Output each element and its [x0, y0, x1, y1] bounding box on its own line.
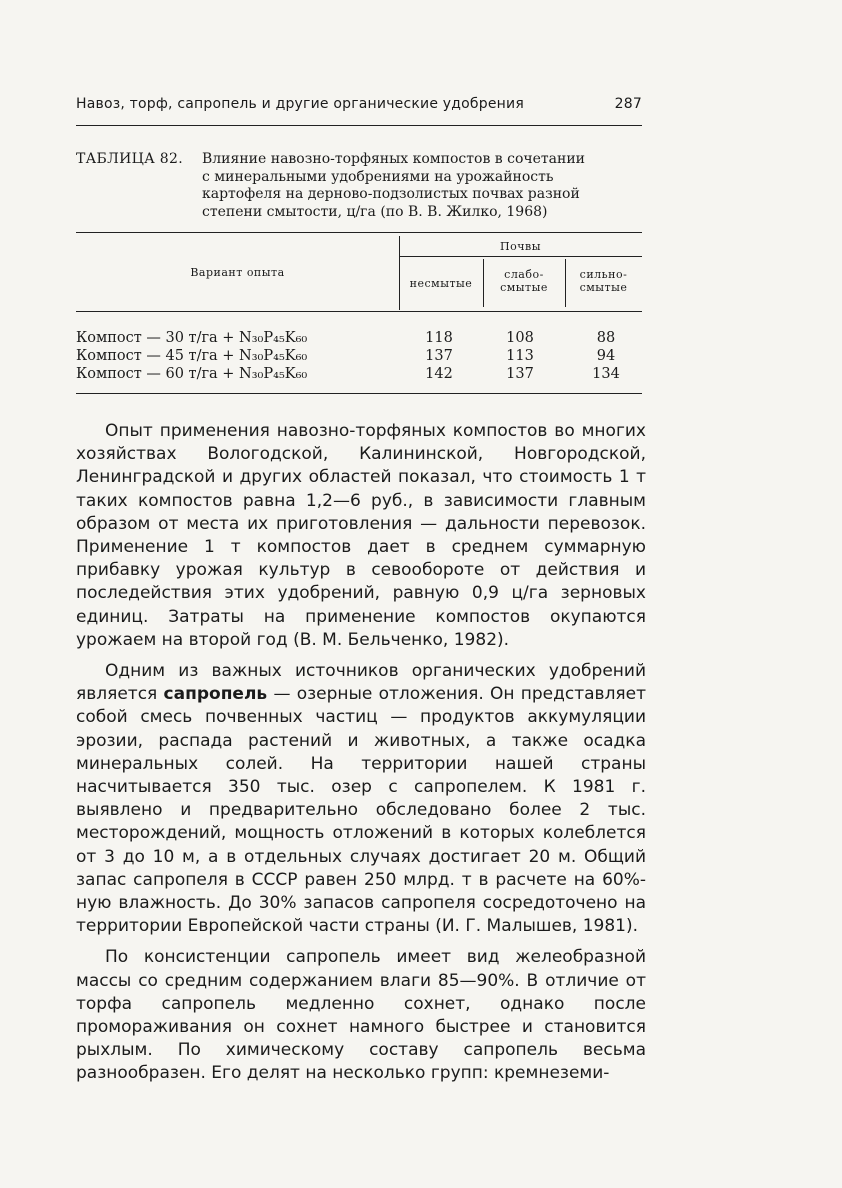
table-title-line: с минеральными удобрениями на урожайность [202, 168, 554, 185]
column-header-strongly-washed [565, 268, 642, 294]
table-caption [76, 151, 646, 221]
value-cell: 142 [425, 366, 453, 382]
column-header-line: смытые [579, 281, 628, 294]
paragraph-sapropel-consistency: По консистенции сапропель имеет вид желеобразной массы со средним содержанием влаги 85—90%. В отличие от торфа сапропель медленно сохнет, однако после промораживания он сохнет намного быстрее и становится рыхлым. По химическому составу сапропель весьма разнообразен. Его делят на несколько групп: кремнеземи- [76, 947, 646, 1084]
bold-term-sapropel: сапропель [163, 684, 268, 705]
body-text [76, 420, 646, 1086]
header-bottom-rule [76, 311, 642, 312]
paragraph-sapropel-definition [76, 660, 646, 938]
variant-cell: Компост — 30 т/га + N₃₀P₄₅K₆₀ [76, 330, 308, 346]
table-title-line: Влияние навозно-торфяных компостов в сочетании [202, 151, 586, 167]
table-bottom-rule [76, 393, 642, 394]
value-cell: 118 [425, 330, 453, 346]
column-header-unwashed [399, 277, 483, 290]
column-header-line: сильно- [579, 268, 628, 281]
paragraph-text: Одним из важных источников органических удобрений является [76, 661, 646, 705]
page-number: 287 [614, 96, 642, 112]
table-row [76, 365, 642, 383]
table-row [76, 329, 642, 347]
column-header-slightly-washed [483, 268, 565, 294]
value-cell: 137 [506, 366, 534, 382]
column-header-line: смытые [500, 281, 548, 294]
paragraph-compost-cost: Опыт применения навозно-торфяных компостов во многих хозяйствах Вологодской, Калининской, Новгородской, Ленинградской и других областей показал, что стоимость 1 т таких компостов равна 1,2—6 руб., в зависимости главным образом от места их приготовления — дальности перевозок. Применение 1 т компостов дает в среднем суммарную прибавку урожая культур в севообороте от действия и последействия этих удобрений, равную 0,9 ц/га зерновых единиц. Затраты на применение компостов окупаются урожаем на второй год (В. М. Бельченко, 1982). [76, 421, 646, 650]
value-cell: 94 [596, 348, 616, 364]
value-cell: 88 [596, 330, 616, 346]
value-cell: 113 [506, 348, 534, 364]
table-label: ТАБЛИЦА 82. [76, 151, 183, 167]
variant-cell: Компост — 45 т/га + N₃₀P₄₅K₆₀ [76, 348, 308, 364]
header-rule [76, 125, 642, 126]
table-row [76, 347, 642, 365]
value-cell: 108 [506, 330, 534, 346]
running-header [76, 96, 642, 112]
column-header-line: слабо- [504, 268, 544, 281]
value-cell: 137 [425, 348, 453, 364]
variant-header: Вариант опыта [190, 266, 285, 279]
yield-table [76, 232, 642, 394]
table-top-rule [76, 232, 642, 233]
table-title [202, 151, 646, 221]
variant-cell: Компост — 60 т/га + N₃₀P₄₅K₆₀ [76, 366, 308, 382]
group-header-rule [399, 256, 642, 257]
soils-header: Почвы [500, 240, 541, 253]
value-cell: 134 [592, 366, 620, 382]
paragraph-text: — озерные отложения. Он представляет собой смесь почвенных частиц — продуктов аккумуляции эрозии, распада растений и животных, а также осадка минеральных солей. На территории нашей страны насчитывается 350 тыс. озер с сапропелем. К 1981 г. выявлено и предварительно обследовано более 2 тыс. месторождений, мощность отложений в которых колеблется от 3 до 10 м, а в отдельных случаях достигает 20 м. Общий запас сапропеля в СССР равен 250 млрд. т в расчете на 60%-ную влажность. До 30% запасов сапропеля сосредоточено на территории Европейской части страны (И. Г. Малышев, 1981). [76, 684, 647, 937]
column-header-line: несмытые [409, 277, 473, 290]
running-title: Навоз, торф, сапропель и другие органические удобрения [76, 96, 524, 112]
table-title-line: степени смытости, ц/га (по В. В. Жилко, 1968) [202, 203, 548, 220]
table-title-line: картофеля на дерново-подзолистых почвах разной [202, 186, 580, 202]
